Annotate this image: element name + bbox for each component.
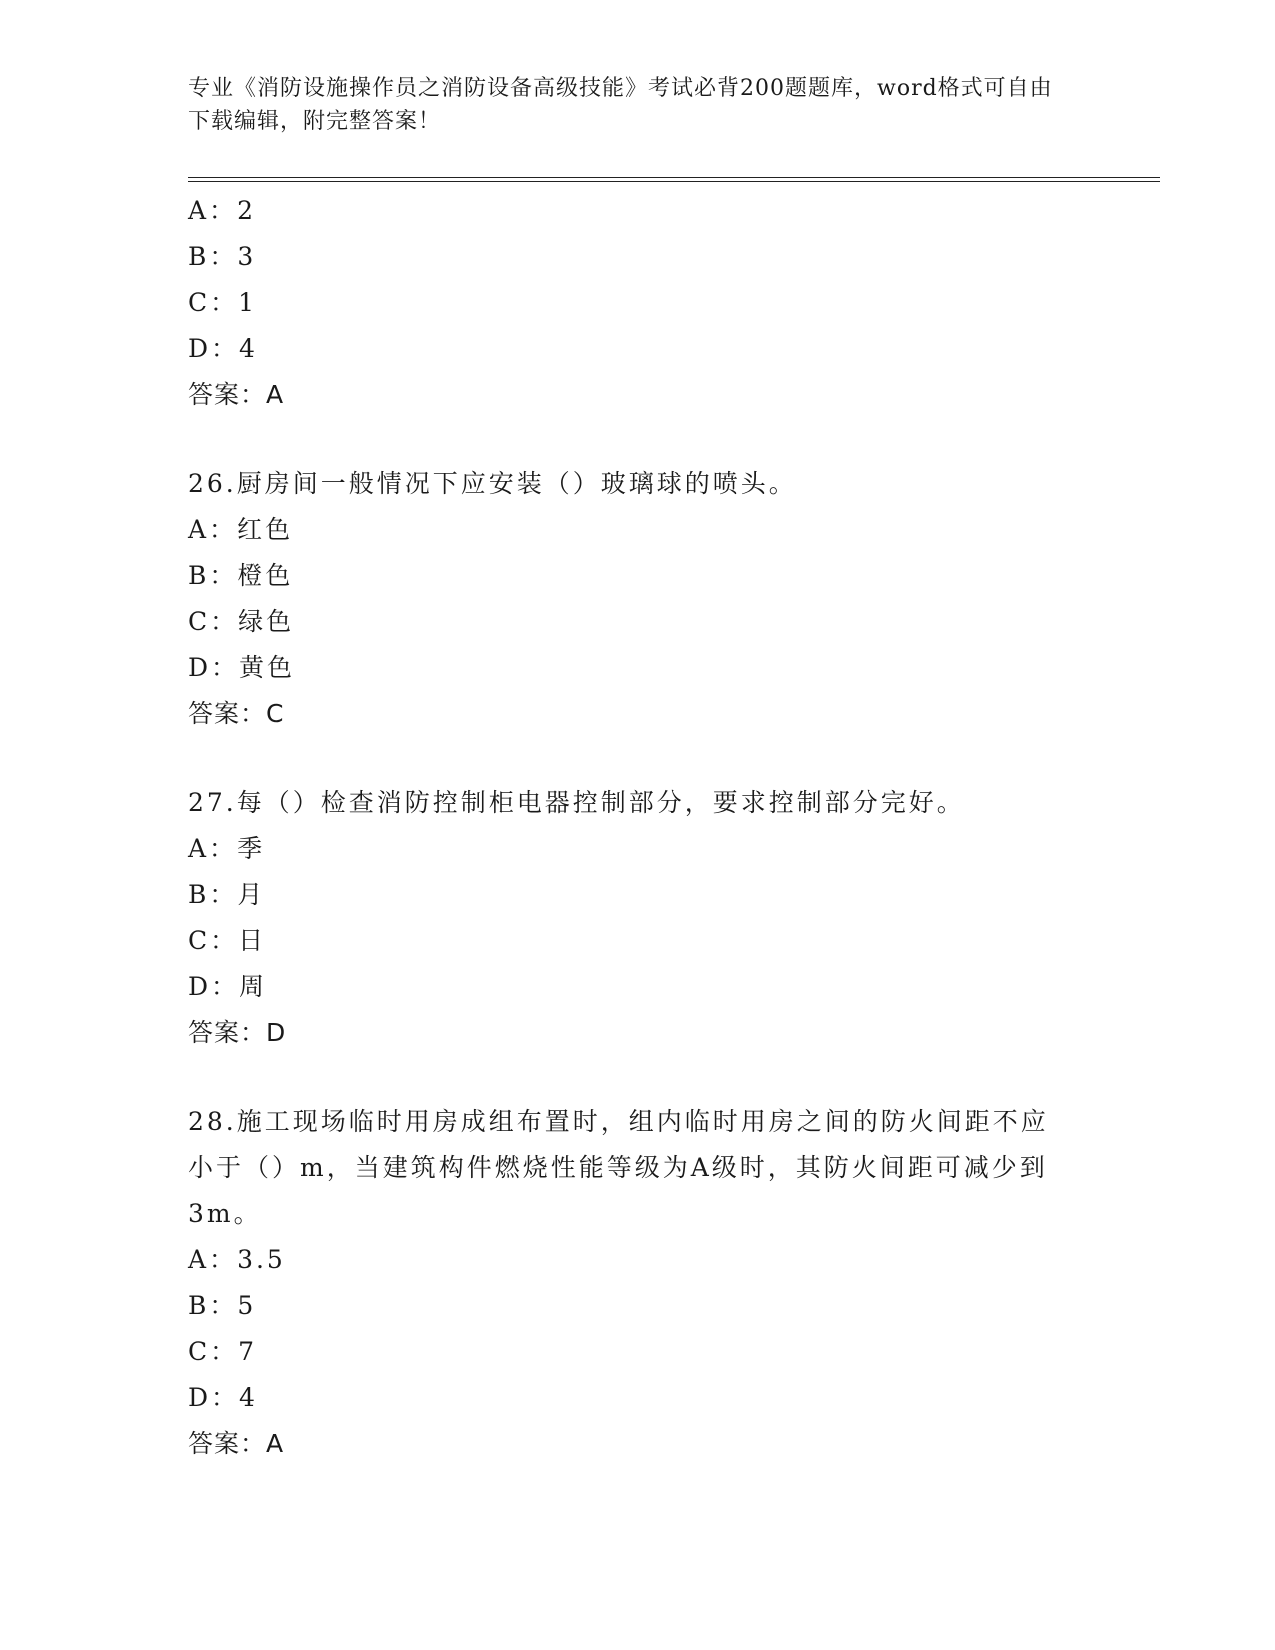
option-b: B：月: [188, 880, 266, 909]
option-a: A：3.5: [188, 1245, 286, 1274]
question-text-line-1: 28.施工现场临时用房成组布置时，组内临时用房之间的防火间距不应: [188, 1107, 1049, 1136]
question-text: 26.厨房间一般情况下应安装（）玻璃球的喷头。: [188, 469, 797, 498]
question-25: [188, 188, 1088, 418]
question-text: 27.每（）检查消防控制柜电器控制部分，要求控制部分完好。: [188, 788, 965, 817]
spacer: [188, 418, 1088, 461]
header-rule-top: [188, 177, 1160, 178]
option-a: A：季: [188, 834, 266, 863]
option-c: C：绿色: [188, 607, 295, 636]
option-a: A：2: [188, 196, 256, 225]
option-b: B：橙色: [188, 561, 294, 590]
option-b: B：3: [188, 242, 257, 271]
answer-line: 答案：A: [188, 380, 285, 409]
question-list: [188, 188, 1088, 1467]
answer-line: 答案：D: [188, 1018, 287, 1047]
document-header: 专业《消防设施操作员之消防设备高级技能》考试必背200题题库，word格式可自由下载编辑，附完整答案！: [188, 76, 1053, 134]
option-d: D：周: [188, 972, 268, 1001]
question-28: [188, 1099, 1088, 1467]
option-c: C：日: [188, 926, 267, 955]
question-26: [188, 461, 1088, 737]
spacer: [188, 1056, 1088, 1099]
option-c: C：1: [188, 288, 258, 317]
option-b: B：5: [188, 1291, 257, 1320]
option-d: D：4: [188, 334, 258, 363]
option-d: D：4: [188, 1383, 258, 1412]
spacer: [188, 737, 1088, 780]
answer-line: 答案：A: [188, 1429, 285, 1458]
question-27: [188, 780, 1088, 1056]
option-c: C：7: [188, 1337, 258, 1366]
option-d: D：黄色: [188, 653, 296, 682]
question-text-line-2: 小于（）m，当建筑构件燃烧性能等级为A级时，其防火间距可减少到: [188, 1153, 1048, 1182]
question-text-line-3: 3m。: [188, 1199, 262, 1228]
header-rule-bottom: [188, 181, 1160, 182]
option-a: A：红色: [188, 515, 294, 544]
answer-line: 答案：C: [188, 699, 285, 728]
